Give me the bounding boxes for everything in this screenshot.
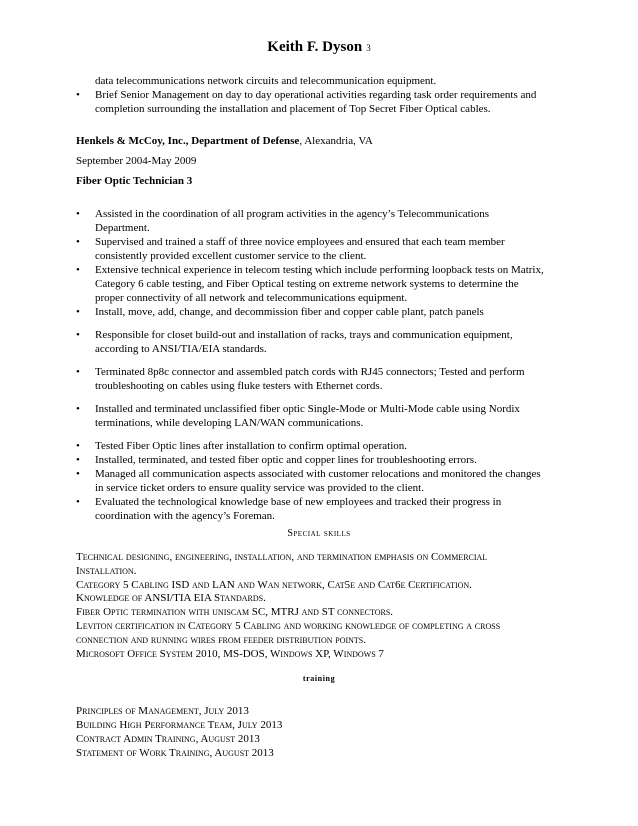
special-skills-list (76, 551, 576, 661)
training-line: Contract Admin Training, August 2013 (76, 733, 260, 745)
skill-line: Knowledge of ANSI/TIA EIA Standards. (76, 592, 266, 605)
bullet-item: • Install, move, add, change, and decommission fiber and copper cable plant, patch panels (76, 305, 566, 319)
skill-line: Installation. (76, 564, 137, 577)
page-header (0, 39, 638, 56)
training-list (76, 704, 576, 760)
training-line: Building High Performance Team, July 2013 (76, 719, 283, 731)
skill-line: Technical designing, engineering, installation, and termination emphasis on Commercial (76, 551, 488, 563)
training-line: Principles of Management, July 2013 (76, 705, 249, 717)
bullet-item: • Evaluated the technological knowledge base of new employees and tracked their progress in coordination with the agency’s Foreman. (76, 495, 566, 523)
skill-line: connection and running wires from feeder distribution points. (76, 633, 366, 646)
skill-line: Leviton certification in Category 5 Cabling and working knowledge of completing a cross (76, 619, 501, 632)
page-number: 3 (366, 43, 371, 53)
skill-line: Microsoft Office System 2010, MS-DOS, Windows XP, Windows 7 (76, 647, 384, 660)
training-line: Statement of Work Training, August 2013 (76, 747, 274, 759)
bullet-item: • Managed all communication aspects associated with customer relocations and monitored the changes in service ticket orders to ensure quality service was provided to the client. (76, 467, 566, 495)
bullet-item: • Installed, terminated, and tested fiber optic and copper lines for troubleshooting errors. (76, 453, 566, 467)
bullet-item: • Supervised and trained a staff of three novice employees and ensured that each team member consistently provided excellent customer service to the client. (76, 235, 566, 263)
bullet-item: • Extensive technical experience in telecom testing which include performing loopback tests on Matrix, Category 6 cable testing, and Fiber Optical testing on extreme network systems to determine the proper connectivity of all network and telecommunications equipment. (76, 263, 566, 305)
continuation-line: data telecommunications network circuits and telecommunication equipment. (95, 75, 437, 87)
candidate-name: Keith F. Dyson (267, 39, 363, 55)
skill-line: Fiber Optic termination with uniscam SC, MTRJ and ST connectors. (76, 606, 394, 619)
job-dates: September 2004-May 2009 (76, 155, 197, 167)
bullet-item: • Installed and terminated unclassified fiber optic Single-Mode or Multi-Mode cable using Nordix terminations, while developing LAN/WAN communications. (76, 402, 566, 430)
employer-name: Henkels & McCoy, Inc., Department of Defense (76, 135, 300, 147)
special-skills-heading: Special skills (287, 528, 351, 539)
bullet-item: • Assisted in the coordination of all program activities in the agency’s Telecommunications Department. (76, 207, 566, 235)
previous-job-bullets (76, 74, 566, 116)
bullet-item: • Brief Senior Management on day to day operational activities regarding task order requirements and completion surrounding the installation and placement of Top Secret Fiber Optical cables. (76, 88, 566, 116)
training-heading: training (302, 674, 336, 683)
bullet-item: • Tested Fiber Optic lines after installation to confirm optimal operation. (76, 439, 566, 453)
bullet-item: • Terminated 8p8c connector and assembled patch cords with RJ45 connectors; Tested and perform troubleshooting on cables using fluke testers with Ethernet cords. (76, 365, 566, 393)
job-title: Fiber Optic Technician 3 (76, 175, 193, 187)
job-bullets (76, 207, 566, 523)
employer-line (76, 134, 373, 148)
employer-location: , Alexandria, VA (299, 135, 373, 147)
bullet-item: • Responsible for closet build-out and installation of racks, trays and communication equipment, according to ANSI/TIA/EIA standards. (76, 328, 566, 356)
skill-line: Category 5 Cabling ISD and LAN and Wan network, Cat5e and Cat6e Certification. (76, 578, 472, 591)
